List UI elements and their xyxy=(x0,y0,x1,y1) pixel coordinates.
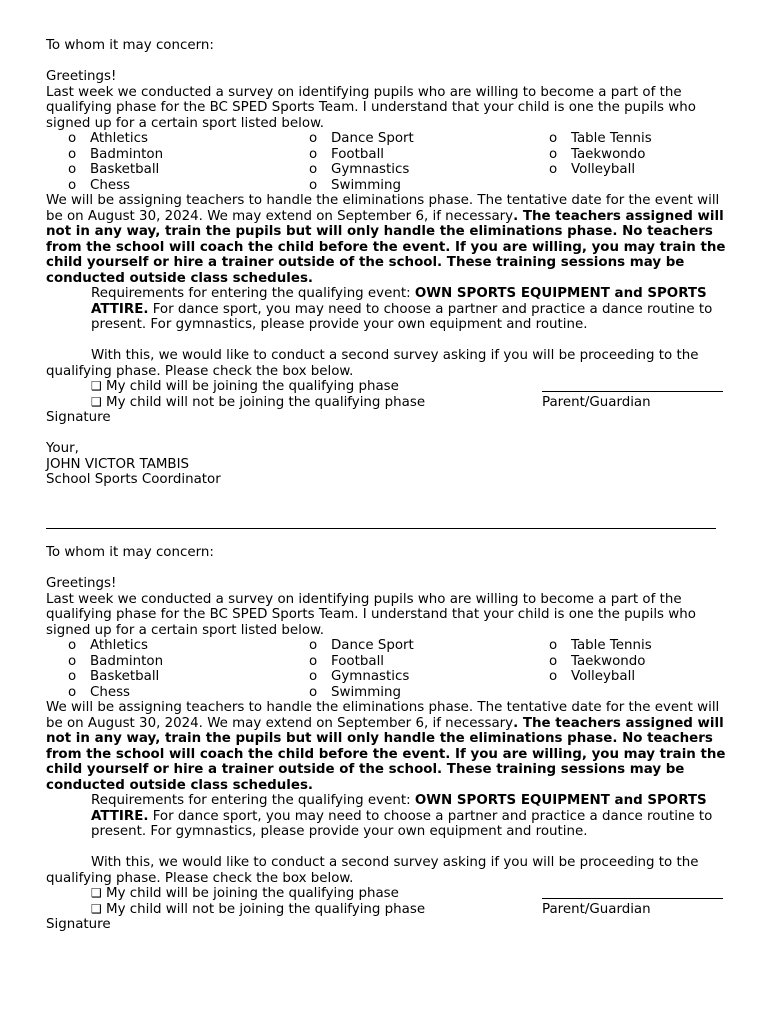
salutation: To whom it may concern: xyxy=(46,545,214,560)
sport-item: o Volleyball xyxy=(549,162,636,177)
sport-item: o Gymnastics xyxy=(309,162,410,177)
requirements-paragraph: Requirements for entering the qualifying event: OWN SPORTS EQUIPMENT and SPORTS ATTIRE. For dance sport, you may need to choose a partner and practice a dance routine to present. For gymnastics, please provide your own equipment and routine. xyxy=(91,793,713,839)
option-not-join-label: My child will not be joining the qualifying phase xyxy=(106,901,426,917)
letter-1 xyxy=(46,38,726,488)
sport-item: o Dance Sport xyxy=(309,638,414,653)
sport-item: o Football xyxy=(309,146,385,162)
sport-item: o Badminton xyxy=(68,146,164,162)
option-join-label: My child will be joining the qualifying phase xyxy=(106,886,399,901)
option-not-join-label: My child will not be joining the qualifying phase xyxy=(106,394,426,410)
assignment-paragraph: We will be assigning teachers to handle the eliminations phase. The tentative date for the event will be on August 30, 2024. We may extend on September 6, if necessary. The teachers assigned will not in any way, train the pupils but will only handle the eliminations phase. No teachers from the school will coach the child before the event. If you are willing, you may train the child yourself or hire a trainer outside of the school. These training sessions may be conducted outside class schedules. xyxy=(46,193,726,286)
sender-name: JOHN VICTOR TAMBIS xyxy=(46,456,190,472)
option-not-join-row[interactable] xyxy=(46,395,726,411)
sports-list xyxy=(46,638,726,700)
greeting: Greetings! xyxy=(46,69,117,84)
option-join-row[interactable] xyxy=(46,379,726,395)
sport-item: o Basketball xyxy=(68,162,160,177)
signature-line xyxy=(542,391,723,392)
requirements-paragraph: Requirements for entering the qualifying event: OWN SPORTS EQUIPMENT and SPORTS ATTIRE. For dance sport, you may need to choose a partner and practice a dance routine to present. For gymnastics, please provide your own equipment and routine. xyxy=(91,286,713,332)
sender-position: School Sports Coordinator xyxy=(46,472,221,487)
sports-list xyxy=(46,131,726,193)
survey-paragraph: With this, we would like to conduct a second survey asking if you will be proceeding to the qualifying phase. Please check the box below. xyxy=(46,855,699,886)
checkbox-icon[interactable]: ❑ xyxy=(91,394,102,409)
closing: Your, xyxy=(46,441,79,456)
salutation: To whom it may concern: xyxy=(46,38,214,53)
checkbox-icon[interactable]: ❑ xyxy=(91,886,102,900)
signature-label: Signature xyxy=(46,410,111,425)
sport-item: o Swimming xyxy=(309,177,401,193)
assignment-paragraph: We will be assigning teachers to handle the eliminations phase. The tentative date for the event will be on August 30, 2024. We may extend on September 6, if necessary. The teachers assigned will not in any way, train the pupils but will only handle the eliminations phase. No teachers from the school will coach the child before the event. If you are willing, you may train the child yourself or hire a trainer outside of the school. These training sessions may be conducted outside class schedules. xyxy=(46,700,726,793)
sport-item: o Athletics xyxy=(68,638,148,653)
sport-item: o Volleyball xyxy=(549,669,636,684)
sport-item: o Football xyxy=(309,653,385,669)
signature-line xyxy=(542,898,723,899)
parent-guardian-label: Parent/Guardian xyxy=(542,394,651,410)
intro-paragraph: Last week we conducted a survey on identifying pupils who are willing to become a part of the qualifying phase for the BC SPED Sports Team. I understand that your child is one the pupils who signed up for a certain sport listed below. xyxy=(46,591,696,638)
cut-line-divider xyxy=(46,528,716,529)
option-join-row[interactable] xyxy=(46,886,726,902)
greeting: Greetings! xyxy=(46,576,117,591)
intro-paragraph: Last week we conducted a survey on identifying pupils who are willing to become a part of the qualifying phase for the BC SPED Sports Team. I understand that your child is one the pupils who signed up for a certain sport listed below. xyxy=(46,84,696,131)
option-not-join-row[interactable] xyxy=(46,902,726,918)
sport-item: o Basketball xyxy=(68,669,160,684)
sport-item: o Table Tennis xyxy=(549,131,652,146)
checkbox-icon[interactable]: ❑ xyxy=(91,379,102,393)
sport-item: o Taekwondo xyxy=(549,653,646,669)
signature-label: Signature xyxy=(46,917,111,932)
sport-item: o Chess xyxy=(68,177,131,193)
sport-item: o Athletics xyxy=(68,131,148,146)
sport-item: o Badminton xyxy=(68,653,164,669)
sport-item: o Taekwondo xyxy=(549,146,646,162)
parent-guardian-label: Parent/Guardian xyxy=(542,901,651,917)
sport-item: o Gymnastics xyxy=(309,669,410,684)
sport-item: o Chess xyxy=(68,684,131,700)
option-join-label: My child will be joining the qualifying phase xyxy=(106,379,399,394)
letter-2 xyxy=(46,545,726,933)
sport-item: o Swimming xyxy=(309,684,401,700)
sport-item: o Table Tennis xyxy=(549,638,652,653)
survey-paragraph: With this, we would like to conduct a second survey asking if you will be proceeding to the qualifying phase. Please check the box below. xyxy=(46,348,699,379)
checkbox-icon[interactable]: ❑ xyxy=(91,901,102,916)
sport-item: o Dance Sport xyxy=(309,131,414,146)
